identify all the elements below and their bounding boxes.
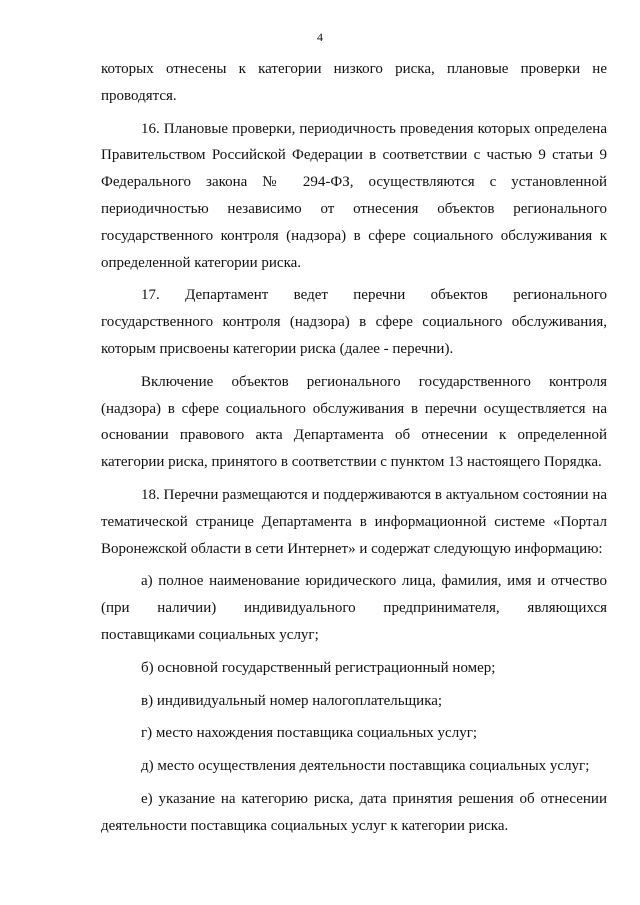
document-body bbox=[101, 56, 607, 840]
list-item-b: б) основной государственный регистрационный номер; bbox=[141, 659, 496, 676]
list-item-v: в) индивидуальный номер налогоплательщика; bbox=[141, 692, 443, 709]
list-item-e: е) указание на категорию риска, дата принятия решения об отнесении деятельности поставщика социальных услуг к категории риска. bbox=[101, 790, 607, 834]
paragraph-item-16: 16. Плановые проверки, периодичность проведения которых определена Правительством Российской Федерации в соответствии с частью 9 статьи 9 Федерального закона № 294-ФЗ, осуществляются с установленной периодичностью независимо от отнесения объектов регионального государственного контроля (надзора) в сфере социального обслуживания к определенной категории риска. bbox=[101, 120, 607, 271]
list-item-g: г) место нахождения поставщика социальных услуг; bbox=[141, 725, 478, 742]
list-item-a: а) полное наименование юридического лица, фамилия, имя и отчество (при наличии) индивидуального предпринимателя, являющихся поставщиками социальных услуг; bbox=[101, 573, 607, 643]
paragraph-item-17: 17. Департамент ведет перечни объектов регионального государственного контроля (надзора) в сфере социального обслуживания, которым присвоены категории риска (далее - перечни). bbox=[101, 287, 607, 357]
paragraph-continuation: которых отнесены к категории низкого риска, плановые проверки не проводятся. bbox=[101, 61, 607, 104]
paragraph-inclusion: Включение объектов регионального государственного контроля (надзора) в сфере социального обслуживания в перечни осуществляется на основании правового акта Департамента об отнесении к определенной категории риска, принятого в соответствии с пунктом 13 настоящего Порядка. bbox=[101, 373, 607, 471]
page-number: 4 bbox=[317, 30, 323, 44]
paragraph-item-18: 18. Перечни размещаются и поддерживаются в актуальном состоянии на тематической странице Департамента в информационной системе «Портал Воронежской области в сети Интернет» и содержат следующую информацию: bbox=[101, 486, 607, 557]
list-item-d: д) место осуществления деятельности поставщика социальных услуг; bbox=[141, 758, 590, 775]
